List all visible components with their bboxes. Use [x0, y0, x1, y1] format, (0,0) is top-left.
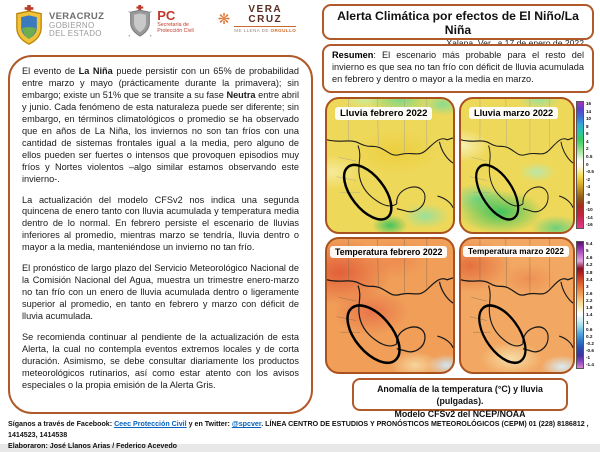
map-temperatura-marzo — [459, 237, 575, 374]
colorbar-tick-label: 0.2 — [586, 333, 593, 339]
pc-subtitle-1: Secretaría de — [157, 22, 189, 29]
colorbar-tick-label: 3.8 — [586, 269, 593, 275]
logo-proteccion-civil — [128, 5, 194, 39]
brand-word-vera: VERA — [248, 4, 283, 15]
pc-subtitle-2: Protección Civil — [157, 28, 194, 35]
colorbar-tick-label: -10 — [586, 207, 593, 213]
p1-seg0: El evento de — [22, 66, 79, 76]
map-label-temperatura-marzo: Temperatura marzo 2022 — [463, 246, 569, 257]
logo-gobierno-word: GOBIERNO — [49, 20, 95, 30]
logo-pc-text — [157, 9, 194, 35]
facebook-link[interactable]: Ceec Protección Civil — [114, 420, 187, 428]
colorbar-tick-label: 5 — [586, 248, 589, 254]
map-label-lluvia-marzo: Lluvia marzo 2022 — [469, 107, 558, 119]
caption-line-2: Modelo CFSv2 del NCEP/NOAA — [394, 408, 526, 419]
colorbar-tick-label: 0.6 — [586, 326, 593, 332]
colorbar-tick-label: -0.5 — [586, 169, 594, 175]
colorbar-tick-label: 2 — [586, 146, 589, 152]
colorbar-tick-label: -0.2 — [586, 340, 594, 346]
colorbar-tick-label: 0 — [586, 161, 589, 167]
colorbar-tick-label: -16 — [586, 222, 593, 228]
summary-body: : El escenario más probable para el resto del invierno es que sea no tan frío con déficit de lluvia acumulada en febrero y dentro o mayor a la media en marzo. — [332, 50, 584, 84]
maps-caption-box — [352, 378, 568, 419]
footer — [8, 419, 598, 452]
p1-neutra-bold: Neutra — [226, 89, 256, 100]
colorbar-tick-label: 1.4 — [586, 312, 593, 318]
coastline-graphic — [327, 239, 453, 372]
colorbar-tick-label: -1.4 — [586, 362, 594, 368]
maps-panel — [319, 96, 599, 378]
colorbar-tick-label: -2 — [586, 176, 591, 182]
pc-shield-icon — [128, 5, 152, 39]
colorbar-tick-label: 2.2 — [586, 298, 593, 304]
caption-line-1: Anomalía de la temperatura (°C) y lluvia (pulgadas). — [377, 384, 543, 407]
logo-veracruz-word: VERACRUZ — [49, 10, 105, 22]
logo-veracruz-brand — [218, 5, 297, 33]
colorbar-tick-label: -6 — [586, 191, 591, 197]
brand-tagline — [234, 28, 296, 33]
flower-pattern-icon: ❋ — [217, 10, 231, 28]
tagline-prefix: ME LLENA DE — [234, 28, 271, 34]
footer-line-2: Elaboraron: José Llanos Arias / Federico Acevedo — [8, 441, 177, 450]
colorbar-lluvia-ticks — [584, 101, 598, 229]
p1-seg4: entre abril y junio. Cada fenómeno de esta naturaleza puede ser diferente; sin embargo, en términos climatológicos o promedio se ha observado que en años de La Niña, los inviernos no son tan fríos con una cantidad de sistemas frontales igual a la media, pero alguno de ellos pueden ser fuertes o intensos que provoquen episodios muy fríos y Nortes violentos –algo similar estamos observando este invierno-. — [22, 89, 299, 184]
logo-gobierno-text — [49, 12, 104, 39]
header-logos — [14, 5, 296, 53]
p1-la-nina-bold: La Niña — [78, 66, 113, 76]
colorbar-tick-label: -4 — [586, 184, 591, 190]
colorbar-tick-label: 14 — [586, 108, 592, 114]
colorbar-temperatura-ticks — [584, 241, 598, 369]
map-lluvia-marzo — [459, 97, 575, 234]
colorbar-tick-label: 10 — [586, 116, 592, 122]
colorbar-tick-label: 8 — [586, 123, 589, 129]
colorbar-tick-label: 3 — [586, 283, 589, 289]
coastline-graphic — [461, 239, 573, 372]
pc-abbreviation: PC — [157, 8, 176, 24]
colorbar-lluvia-gradient — [576, 101, 584, 229]
paragraph-1 — [22, 66, 299, 186]
brand-divider — [234, 26, 296, 27]
colorbar-tick-label: 4.2 — [586, 262, 593, 268]
map-lluvia-febrero — [325, 97, 455, 234]
paragraph-2: La actualización del modelo CFSv2 nos indica una segunda quincena de enero tanto con lluvia acumulada y temperatura media dentro de lo normal. En febrero persiste el escenario de lluvias inferiores al promedio, mientras marzo se tendría, lluvia dentro o mayor a la media, manteniéndose un invierno no tan frío. — [22, 194, 299, 253]
colorbar-temperatura — [576, 241, 598, 369]
colorbar-tick-label: 0.5 — [586, 154, 593, 160]
main-text-panel — [8, 55, 313, 414]
colorbar-temperatura-gradient — [576, 241, 584, 369]
logo-gobierno-veracruz — [14, 5, 104, 45]
colorbar-lluvia — [576, 101, 598, 229]
page-title: Alerta Climática por efectos de El Niño/La Niña — [337, 9, 579, 38]
colorbar-tick-label: 4.6 — [586, 255, 593, 261]
colorbar-tick-label: 6 — [586, 131, 589, 137]
summary-text — [332, 50, 584, 86]
colorbar-tick-label: -14 — [586, 214, 593, 220]
twitter-link[interactable]: @spcver — [231, 420, 262, 428]
colorbar-tick-label: 1.8 — [586, 305, 593, 311]
footer-line-1 — [8, 419, 598, 441]
colorbar-tick-label: 3.4 — [586, 276, 593, 282]
paragraph-3: El pronóstico de largo plazo del Servicio Meteorológico Nacional de la Comisión Nacional del Agua, muestra un trimestre enero-marzo no tan frío con un enero de lluvia acumulada dentro o ligeramente superior al promedio, en tanto en febrero y marzo con déficit de lluvia acumulada. — [22, 263, 299, 322]
summary-label: Resumen — [332, 50, 374, 60]
brand-word-cruz: CRUZ — [248, 14, 283, 26]
title-box — [322, 4, 594, 40]
veracruz-coat-of-arms-icon — [14, 5, 44, 45]
footer-suffix: . LÍNEA CENTRO DE ESTUDIOS Y PRONÓSTICOS METEOROLÓGICOS (CEPM) 01 (228) 8186812 , 1414523, 1414538 — [8, 420, 589, 439]
colorbar-tick-label: 2.6 — [586, 290, 593, 296]
brand-text-block — [234, 5, 296, 33]
colorbar-tick-label: 4 — [586, 138, 589, 144]
logo-del-estado-word: DEL ESTADO — [49, 28, 102, 38]
paragraph-4: Se recomienda continuar al pendiente de la actualización de esta Alerta, la cual no contempla eventos extremos locales y de corta duración. Asimismo, se debe consultar diariamente los productos meteorológicos rutinarios, así como estar atento con los avisos especiales o la propia emisión de la Alerta Gris. — [22, 332, 299, 390]
brand-words — [234, 5, 296, 25]
map-temperatura-febrero — [325, 237, 455, 374]
tagline-bold: ORGULLO — [270, 28, 297, 34]
colorbar-tick-label: 1 — [586, 319, 589, 325]
map-label-temperatura-febrero: Temperatura febrero 2022 — [330, 246, 447, 258]
footer-prefix: Síganos a través de Facebook: — [8, 420, 115, 428]
p1-seg2: puede persistir con un 65% de probabilidad entre marzo y mayo (prácticamente durante la primavera); sin embargo; existe un 51% que se transite a su fase — [22, 66, 300, 100]
map-label-lluvia-febrero: Lluvia febrero 2022 — [335, 107, 432, 120]
colorbar-tick-label: -1 — [586, 355, 591, 361]
summary-box — [322, 44, 594, 93]
colorbar-tick-label: -8 — [586, 199, 591, 205]
colorbar-tick-label: 5.4 — [586, 241, 593, 246]
colorbar-tick-label: -0.6 — [586, 348, 594, 354]
colorbar-tick-label: 16 — [586, 101, 592, 106]
footer-mid: y en Twitter: — [186, 420, 232, 428]
